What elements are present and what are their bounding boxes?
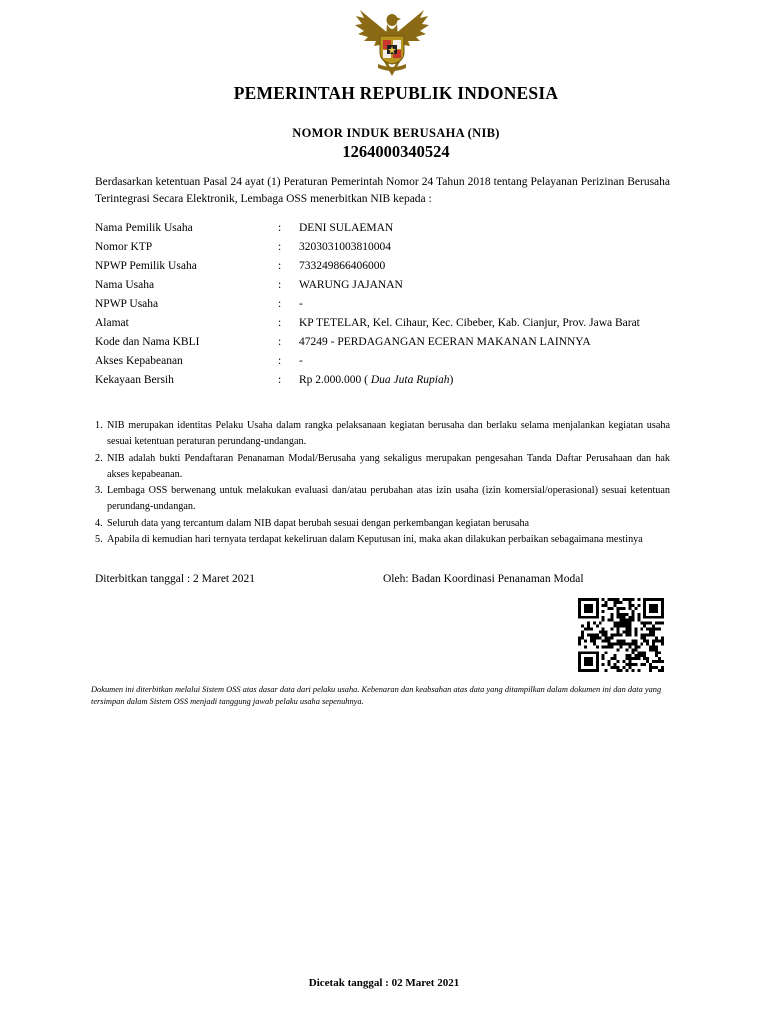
field-separator: : (278, 241, 282, 253)
issuing-authority: Oleh: Badan Koordinasi Penanaman Modal (383, 573, 584, 585)
field-separator: : (278, 222, 282, 234)
garuda-emblem-icon (352, 4, 432, 78)
field-value (299, 371, 675, 390)
field-separator: : (278, 355, 282, 367)
field-row (95, 314, 675, 333)
field-row (95, 352, 675, 371)
intro-paragraph: Berdasarkan ketentuan Pasal 24 ayat (1) Peraturan Pemerintah Nomor 24 Tahun 2018 tentang Pelayanan Perizinan Berusaha Terintegrasi Secara Elektronik, Lembaga OSS menerbitkan NIB kepada : (95, 176, 670, 205)
field-label: Akses Kepabeanan (95, 355, 183, 367)
field-value: 47249 - PERDAGANGAN ECERAN MAKANAN LAINNYA (299, 336, 591, 348)
kekayaan-words: Dua Juta Rupiah (370, 374, 450, 386)
field-label: NPWP Usaha (95, 298, 159, 310)
field-row (95, 219, 675, 238)
note-number: 2. (95, 452, 103, 464)
note-text: Seluruh data yang tercantum dalam NIB dapat berubah sesuai dengan perkembangan kegiatan berusaha (107, 517, 530, 529)
field-value: DENI SULAEMAN (299, 222, 394, 234)
note-item (95, 516, 670, 532)
field-value: 733249866406000 (299, 260, 386, 272)
business-details-table (95, 219, 675, 390)
note-number: 1. (95, 420, 103, 431)
note-item (95, 418, 670, 451)
note-item (95, 451, 670, 484)
field-value: KP TETELAR, Kel. Cihaur, Kec. Cibeber, Kab. Cianjur, Prov. Jawa Barat (299, 317, 640, 329)
field-label: NPWP Pemilik Usaha (95, 260, 197, 272)
field-label: Nama Usaha (95, 279, 155, 291)
field-row (95, 238, 675, 257)
kekayaan-close: ) (449, 374, 454, 386)
field-row (95, 333, 675, 352)
note-text: Lembaga OSS berwenang untuk melakukan evaluasi dan/atau perubahan atas izin usaha (izin komersial/operasional) sesuai ketentuan perundang-undangan. (107, 485, 670, 513)
field-separator: : (278, 336, 282, 348)
note-text: Apabila di kemudian hari ternyata terdapat kekeliruan dalam Keputusan ini, maka akan dilakukan perbaikan sebagaimana mestinya (107, 534, 643, 546)
field-row (95, 295, 675, 314)
field-separator: : (278, 317, 282, 329)
field-separator: : (278, 279, 282, 291)
field-value: - (299, 298, 303, 310)
note-item (95, 532, 670, 548)
field-separator: : (278, 298, 282, 310)
note-number: 5. (95, 534, 103, 546)
field-label: Nomor KTP (95, 241, 153, 253)
field-row (95, 257, 675, 276)
disclaimer-text: Dokumen ini diterbitkan melalui Sistem OSS atas dasar data dari pelaku usaha. Kebenaran dan keabsahan atas data yang ditampilkan dalam dokumen ini dan data yang tersimpan dalam Sistem OSS menjadi tanggung jawab pelaku usaha sepenuhnya. (91, 685, 662, 706)
field-separator: : (278, 260, 282, 272)
kekayaan-amount: Rp 2.000.000 ( (299, 374, 368, 386)
printed-date: Dicetak tanggal : 02 Maret 2021 (308, 977, 460, 989)
note-number: 4. (95, 517, 103, 529)
field-separator: : (278, 374, 282, 386)
field-row (95, 276, 675, 295)
notes-list (95, 418, 670, 548)
note-text: NIB adalah bukti Pendaftaran Penanaman Modal/Berusaha yang sekaligus merupakan pengesahan Tanda Daftar Perusahaan dan hak akses kepabeanan. (107, 452, 670, 480)
field-value: - (299, 355, 303, 367)
document-title: PEMERINTAH REPUBLIK INDONESIA (233, 83, 559, 103)
qr-code-icon (578, 598, 664, 672)
issued-date: Diterbitkan tanggal : 2 Maret 2021 (95, 573, 256, 585)
note-text: NIB merupakan identitas Pelaku Usaha dalam rangka pelaksanaan kegiatan berusaha dan berlaku selama menjalankan kegiatan usaha sesuai ketentuan peraturan perundang-undangan. (107, 420, 670, 448)
note-item (95, 483, 670, 516)
field-value: WARUNG JAJANAN (299, 279, 403, 291)
nib-number: 1264000340524 (342, 142, 450, 161)
field-label: Nama Pemilik Usaha (95, 222, 193, 234)
note-number: 3. (95, 485, 103, 497)
field-row (95, 371, 675, 390)
field-label: Kekayaan Bersih (95, 374, 174, 386)
field-label: Alamat (95, 317, 129, 329)
field-value: 3203031003810004 (299, 241, 391, 253)
field-label: Kode dan Nama KBLI (95, 336, 200, 348)
nib-label: NOMOR INDUK BERUSAHA (NIB) (292, 126, 500, 140)
